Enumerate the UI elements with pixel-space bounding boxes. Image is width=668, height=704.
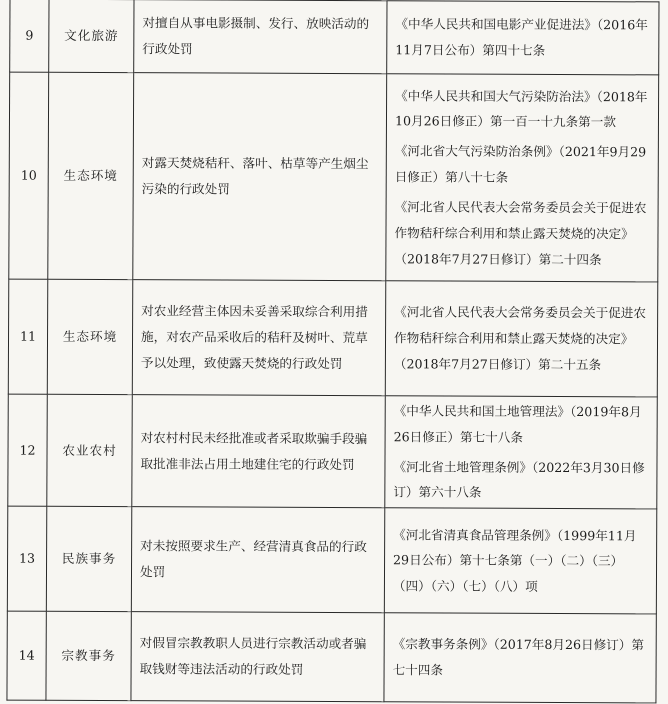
description-cell: 对露天焚烧秸秆、落叶、枯草等产生烟尘污染的行政处罚 [133,73,387,281]
legal-basis-text: 《河北省人民代表大会常务委员会关于促进农作物秸秆综合利用和禁止露天焚烧的决定》（2018年7月27日修订）第二十五条 [393,304,647,373]
domain-cell: 生态环境 [48,72,134,279]
table-row [9,72,659,282]
table-row [8,279,657,397]
legal-basis-cell [386,74,659,282]
row-number: 14 [7,611,46,700]
domain-cell: 民族事务 [46,506,131,611]
penalty-table [6,0,659,704]
domain-cell: 文化旅游 [49,0,134,73]
legal-basis-text: 《中华人民共和国土地管理法》（2019年8月26日修正）第七十八条 [393,403,642,445]
legal-basis-cell [385,281,657,397]
description-cell: 对农业经营主体因未妥善采取综合利用措施，对农产品采收后的秸秆及树叶、荒草予以处理，致使露天焚烧的行政处罚 [132,280,385,396]
legal-basis-text: 《河北省土地管理条例》（2022年3月30日修订）第六十八条 [393,458,645,501]
domain-cell: 宗教事务 [46,611,131,700]
row-number: 9 [10,0,49,72]
legal-basis-text: 《中华人民共和国大气污染防治法》（2018年10月26日修正）第一百一十九条第一款 [394,87,648,130]
legal-basis-cell [387,1,659,75]
description-cell: 对未按照要求生产、经营清真食品的行政处罚 [131,507,384,613]
table-row [8,394,657,509]
row-number: 11 [8,279,48,394]
row-number: 10 [9,72,49,279]
domain-cell: 生态环境 [47,279,133,394]
domain-cell: 农业农村 [47,394,132,507]
legal-basis-text: 《中华人民共和国电影产业促进法》（2016年11月7日公布）第四十七条 [395,16,648,58]
table-row [10,0,659,75]
legal-basis-cell [384,508,656,614]
legal-basis-text: 《宗教事务条例》（2017年8月26日修订）第七十四条 [392,636,645,678]
table-row [7,611,656,703]
description-cell: 对农村村民未经批准或者采取欺骗手段骗取批准非法占用土地建住宅的行政处罚 [132,395,385,508]
row-number: 13 [7,506,46,611]
legal-basis-text: 《河北省清真食品管理条例》（1999年11月29日公布）第十七条第（一）（二）（三）（四）（六）（七）（八）项 [392,526,637,595]
legal-basis-cell [385,396,657,509]
table-row [7,506,656,614]
description-cell: 对假冒宗教教职人员进行宗教活动或者骗取钱财等违法活动的行政处罚 [131,612,384,702]
description-cell: 对擅自从事电影摄制、发行、放映活动的行政处罚 [134,0,387,74]
legal-basis-text: 《河北省人民代表大会常务委员会关于促进农作物秸秆综合利用和禁止露天焚烧的决定》（2018年7月27日修订）第二十四条 [394,199,647,267]
legal-basis-text: 《河北省大气污染防治条例》（2021年9月29日修正）第八十七条 [394,143,647,185]
row-number: 12 [8,394,47,506]
